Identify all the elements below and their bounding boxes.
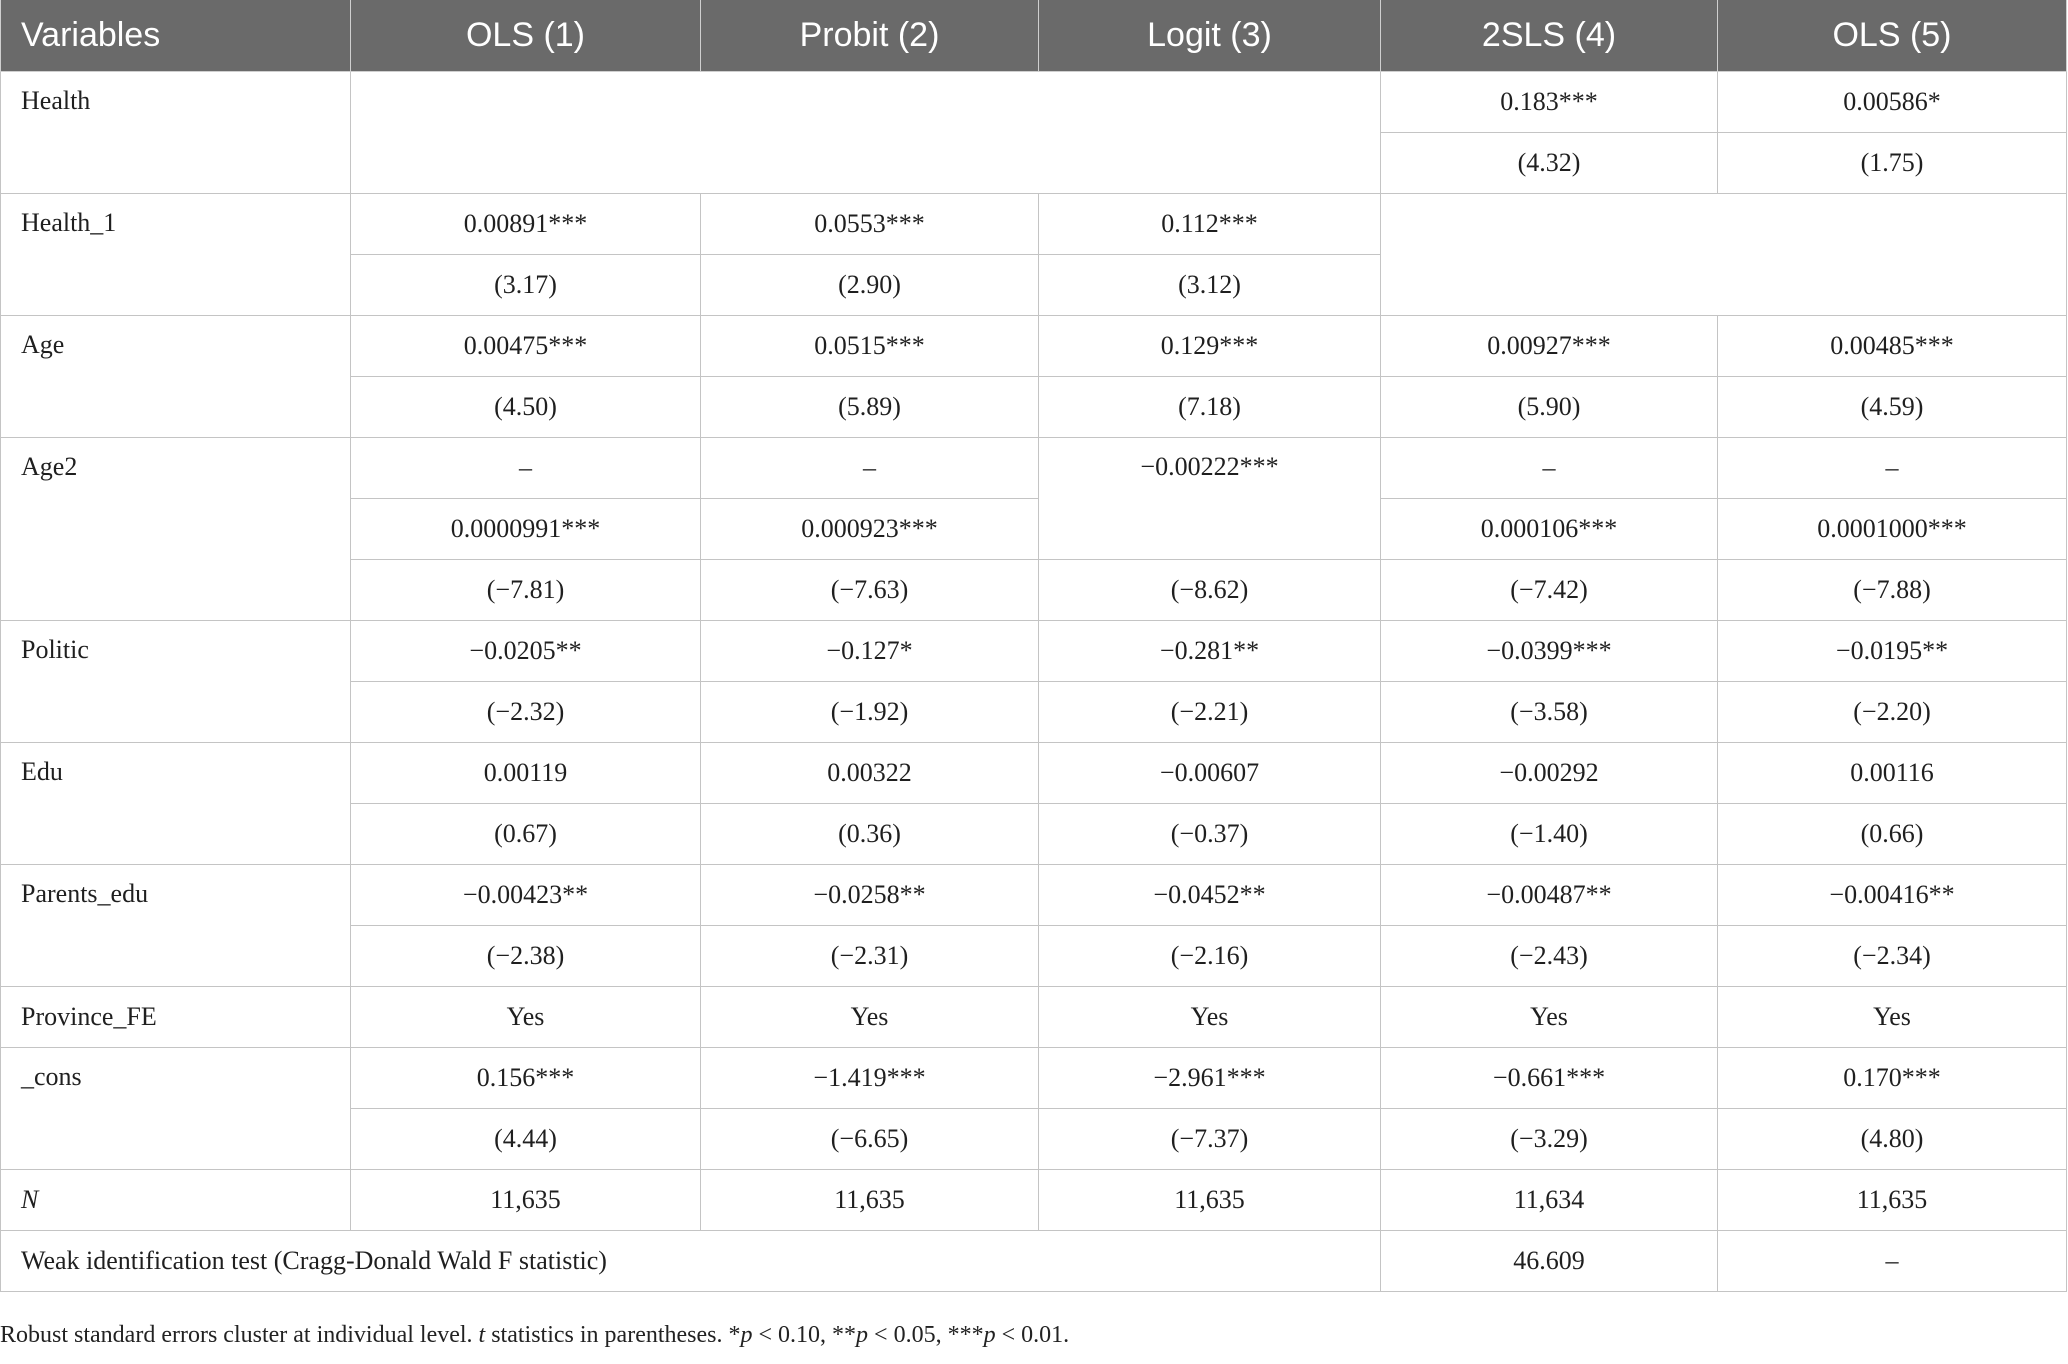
header-probit-2: Probit (2)	[701, 0, 1039, 72]
table-cell: (0.66)	[1718, 804, 2067, 865]
table-cell: (0.36)	[701, 804, 1039, 865]
table-cell: –	[1718, 1231, 2067, 1292]
table-cell: (5.89)	[701, 377, 1039, 438]
table-cell: (3.12)	[1039, 255, 1381, 316]
table-cell: −0.0258**	[701, 865, 1039, 926]
table-cell: −0.00423**	[351, 865, 701, 926]
table-cell: 46.609	[1381, 1231, 1718, 1292]
header-logit-3: Logit (3)	[1039, 0, 1381, 72]
table-cell: –	[351, 438, 701, 499]
row-label-province-fe: Province_FE	[1, 987, 351, 1048]
row-label-n: N	[1, 1170, 351, 1231]
table-footnote: Robust standard errors cluster at individual level. t statistics in parentheses. *p < 0.10, **p < 0.05, ***p < 0.01.	[0, 1322, 1070, 1348]
table-cell: 0.156***	[351, 1048, 701, 1109]
table-cell: 0.0001000***	[1718, 499, 2067, 560]
table-cell: (−2.43)	[1381, 926, 1718, 987]
table-cell: (−1.92)	[701, 682, 1039, 743]
table-cell: (2.90)	[701, 255, 1039, 316]
row-label-parents-edu: Parents_edu	[1, 865, 351, 987]
table-cell: (−3.58)	[1381, 682, 1718, 743]
table-cell: −0.00416**	[1718, 865, 2067, 926]
table-row	[1, 743, 2067, 804]
table-cell: (−0.37)	[1039, 804, 1381, 865]
table-cell: −1.419***	[701, 1048, 1039, 1109]
table-cell: (−7.81)	[351, 560, 701, 621]
table-cell: (−3.29)	[1381, 1109, 1718, 1170]
row-label-cons: _cons	[1, 1048, 351, 1170]
table-cell: −0.00487**	[1381, 865, 1718, 926]
table-cell: 0.00586*	[1718, 72, 2067, 133]
table-row	[1, 987, 2067, 1048]
table-cell: (−2.32)	[351, 682, 701, 743]
table-cell: (−2.20)	[1718, 682, 2067, 743]
table-cell: −0.127*	[701, 621, 1039, 682]
table-cell: −0.0195**	[1718, 621, 2067, 682]
table-cell: 11,635	[1718, 1170, 2067, 1231]
table-cell: (−7.88)	[1718, 560, 2067, 621]
table-cell: −0.00292	[1381, 743, 1718, 804]
empty-cell	[351, 72, 1381, 194]
table-row	[1, 316, 2067, 377]
table-cell: (4.59)	[1718, 377, 2067, 438]
table-row	[1, 1231, 2067, 1292]
table-cell: (−7.63)	[701, 560, 1039, 621]
table-cell: 0.00475***	[351, 316, 701, 377]
table-cell: 11,635	[701, 1170, 1039, 1231]
table-cell: 0.183***	[1381, 72, 1718, 133]
table-row	[1, 865, 2067, 926]
table-cell: 0.000106***	[1381, 499, 1718, 560]
table-cell: 0.00485***	[1718, 316, 2067, 377]
table-cell: 0.00891***	[351, 194, 701, 255]
table-row	[1, 438, 2067, 499]
table-row	[1, 194, 2067, 255]
table-cell: −0.0452**	[1039, 865, 1381, 926]
table-cell: −0.0399***	[1381, 621, 1718, 682]
table-cell: (7.18)	[1039, 377, 1381, 438]
row-label-age2: Age2	[1, 438, 351, 621]
table-cell: 11,635	[351, 1170, 701, 1231]
table-cell: −0.00222***	[1039, 438, 1381, 560]
table-cell: (3.17)	[351, 255, 701, 316]
table-cell: (−2.34)	[1718, 926, 2067, 987]
row-label-age: Age	[1, 316, 351, 438]
table-cell: (−2.21)	[1039, 682, 1381, 743]
table-cell: (−8.62)	[1039, 560, 1381, 621]
row-label-politic: Politic	[1, 621, 351, 743]
table-cell: 0.112***	[1039, 194, 1381, 255]
table-cell: (−2.31)	[701, 926, 1039, 987]
table-row	[1, 621, 2067, 682]
table-cell: −0.661***	[1381, 1048, 1718, 1109]
table-cell: 0.00927***	[1381, 316, 1718, 377]
table-cell: (1.75)	[1718, 133, 2067, 194]
row-label-weak-identification: Weak identification test (Cragg-Donald Wald F statistic)	[1, 1231, 1381, 1292]
table-row	[1, 72, 2067, 133]
table-cell: −0.281**	[1039, 621, 1381, 682]
table-cell: (−2.16)	[1039, 926, 1381, 987]
empty-cell	[1381, 194, 2067, 316]
table-cell: 0.0553***	[701, 194, 1039, 255]
table-cell: 0.0000991***	[351, 499, 701, 560]
table-cell: (−7.37)	[1039, 1109, 1381, 1170]
row-label-edu: Edu	[1, 743, 351, 865]
table-cell: (−6.65)	[701, 1109, 1039, 1170]
table-cell: −0.00607	[1039, 743, 1381, 804]
table-cell: –	[1381, 438, 1718, 499]
table-cell: 0.00322	[701, 743, 1039, 804]
table-cell: 0.0515***	[701, 316, 1039, 377]
table-cell: (4.44)	[351, 1109, 701, 1170]
table-cell: (−1.40)	[1381, 804, 1718, 865]
row-label-health-1: Health_1	[1, 194, 351, 316]
table-cell: 11,635	[1039, 1170, 1381, 1231]
table-cell: 0.000923***	[701, 499, 1039, 560]
table-cell: Yes	[351, 987, 701, 1048]
header-row	[1, 0, 2067, 72]
table-cell: –	[1718, 438, 2067, 499]
table-row	[1, 1048, 2067, 1109]
table-cell: (5.90)	[1381, 377, 1718, 438]
table-cell: 0.129***	[1039, 316, 1381, 377]
table-cell: –	[701, 438, 1039, 499]
table-cell: (4.32)	[1381, 133, 1718, 194]
table-cell: Yes	[1381, 987, 1718, 1048]
table-cell: Yes	[1718, 987, 2067, 1048]
table-cell: (4.50)	[351, 377, 701, 438]
header-ols-5: OLS (5)	[1718, 0, 2067, 72]
table-cell: (−2.38)	[351, 926, 701, 987]
header-2sls-4: 2SLS (4)	[1381, 0, 1718, 72]
table-cell: (0.67)	[351, 804, 701, 865]
table-cell: (4.80)	[1718, 1109, 2067, 1170]
table-cell: −0.0205**	[351, 621, 701, 682]
header-variables: Variables	[1, 0, 351, 72]
table-cell: (−7.42)	[1381, 560, 1718, 621]
row-label-health: Health	[1, 72, 351, 194]
table-cell: Yes	[701, 987, 1039, 1048]
table-cell: −2.961***	[1039, 1048, 1381, 1109]
table-cell: Yes	[1039, 987, 1381, 1048]
table-cell: 0.00119	[351, 743, 701, 804]
table-cell: 0.00116	[1718, 743, 2067, 804]
table-cell: 0.170***	[1718, 1048, 2067, 1109]
table-row	[1, 1170, 2067, 1231]
header-ols-1: OLS (1)	[351, 0, 701, 72]
table-cell: 11,634	[1381, 1170, 1718, 1231]
